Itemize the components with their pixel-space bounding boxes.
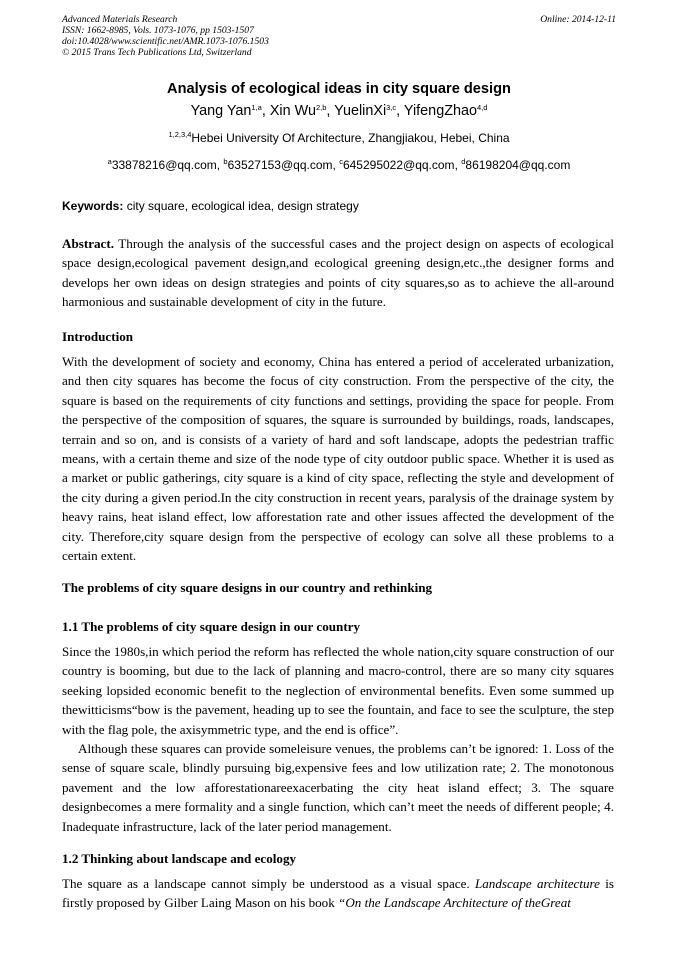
abstract-label: Abstract. (62, 236, 114, 251)
email-sup: b (223, 157, 228, 166)
author-name: Yang Yan (190, 103, 252, 119)
email-sup: c (339, 157, 343, 166)
introduction-text: With the development of society and economy, China has entered a period of accelerated urbanization, and then city squares has become the focus of city construction. From the perspective of the city, the square is based on the requirements of city functions and settings, providing the space for people. From the perspective of the composition of squares, the square is surrounded by buildings, roads, landscapes, terrain and so on, and is consists of a variety of hard and soft landscape, adopts the pedestrian traffic means, with a certain theme and size of the node type of city outdoor public space. Whether it is used as a market or public gatherings, city square is a kind of city space, reflecting the style and development of the city during a given period.In the city construction in recent years, paralysis of the drainage system by heavy rains, heat island effect, low afforestation rate and other issues affected the development of the city. Therefore,city square design from the perspective of ecology can solve all these problems to a certain extent. (62, 354, 614, 564)
abstract-text: Through the analysis of the successful cases and the project design on aspects of ecological space design,ecological pavement design,and ecological greening design,etc.,the designer forms and develops her own ideas on design strategies and points of city squares,so as to achieve the all-around harmonious and sustainable development of city in the future. (62, 236, 615, 310)
author-sup: 1,a (251, 103, 262, 112)
introduction-heading: Introduction (62, 329, 134, 344)
affiliation-sup: 1,2,3,4 (168, 130, 192, 139)
section-heading: The problems of city square designs in our country and rethinking (62, 580, 433, 595)
email-sup: a (107, 157, 112, 166)
paragraph-text: The square as a landscape cannot simply be understood as a visual space. (62, 876, 470, 891)
paragraph: Since the 1980s,in which period the reform has reflected the whole nation,city square construction of our country is booming, but due to the lack of planning and macro-control, there are so many city squares seeking lopsided economic benefit to the neglection of environmental benefits. Even some summed up thewitticisms“bow is the pavement, heading up to see the fountain, and face to see the sculpture, the step with the flag pole, the axisymmetric type, and the end is office”. (62, 644, 614, 737)
doi-line: doi:10.4028/www.scientific.net/AMR.1073-1076.1503 (62, 36, 269, 47)
paragraph-italic: Landscape architecture (474, 876, 600, 891)
keywords-text: city square, ecological idea, design strategy (126, 199, 359, 213)
paragraph-italic: “On the Landscape Architecture of theGreat (338, 895, 571, 911)
author-sup: 4,d (477, 103, 488, 112)
author-name: Xin Wu (269, 103, 316, 119)
journal-name: Advanced Materials Research (62, 14, 178, 25)
email-list: $^a$33878216@qq.com, $^b$63527153@qq.com, $^c$645295022@qq.com, $^d$86198204@qq.com (107, 157, 571, 172)
affiliation-text: Hebei University Of Architecture, Zhangjiakou, Hebei, China (191, 131, 510, 145)
subsection-heading: 1.1 The problems of city square design in our country (62, 619, 361, 634)
issn-line: ISSN: 1662-8985, Vols. 1073-1076, pp 1503-1507 (62, 25, 254, 36)
affiliation (0, 131, 678, 145)
author-name: YuelinXi (334, 103, 387, 119)
author-sup: 2,b (315, 103, 327, 112)
journal-header (62, 14, 616, 58)
email-link[interactable]: 33878216@qq.com (111, 158, 217, 172)
paragraph-text: is firstly proposed by Gilber Laing Mason on his book (62, 876, 614, 911)
paragraph (62, 874, 614, 913)
copyright-line: © 2015 Trans Tech Publications Ltd, Switzerland (62, 47, 252, 58)
keywords (62, 199, 616, 213)
email-sup: d (461, 157, 466, 166)
email-link[interactable]: 645295022@qq.com (342, 158, 455, 172)
author-sup: 3,c (386, 103, 397, 112)
email-link[interactable]: 86198204@qq.com (465, 158, 571, 172)
subsection-1-1-body (62, 642, 614, 836)
author-name: YifengZhao (403, 103, 477, 119)
paragraph: Although these squares can provide someleisure venues, the problems can’t be ignored: 1. Loss of the sense of square scale, blindly pursuing big,expensive fees and low utilization rate; 2. The monotonous pavement and the low afforestationareexacerbating the city heat island effect; 3. The square designbecomes a mere formality and a single function, which can’t meet the needs of different people; 4. Inadequate infrastructure, lack of the later period management. (62, 741, 614, 834)
online-date: Online: 2014-12-11 (540, 14, 616, 25)
email-link[interactable]: 63527153@qq.com (227, 158, 333, 172)
paper-title: Analysis of ecological ideas in city square design (167, 81, 511, 97)
abstract (62, 234, 614, 312)
subsection-1-2-body (62, 874, 614, 913)
introduction-body (62, 352, 614, 565)
keywords-label: Keywords: (62, 199, 124, 213)
author-list: Yang Yan$^{1,a}$, Xin Wu$^{2,b}$, YuelinXi$^{3,c}$, YifengZhao$^{4,d}$ (190, 103, 488, 119)
subsection-heading: 1.2 Thinking about landscape and ecology (62, 851, 297, 866)
